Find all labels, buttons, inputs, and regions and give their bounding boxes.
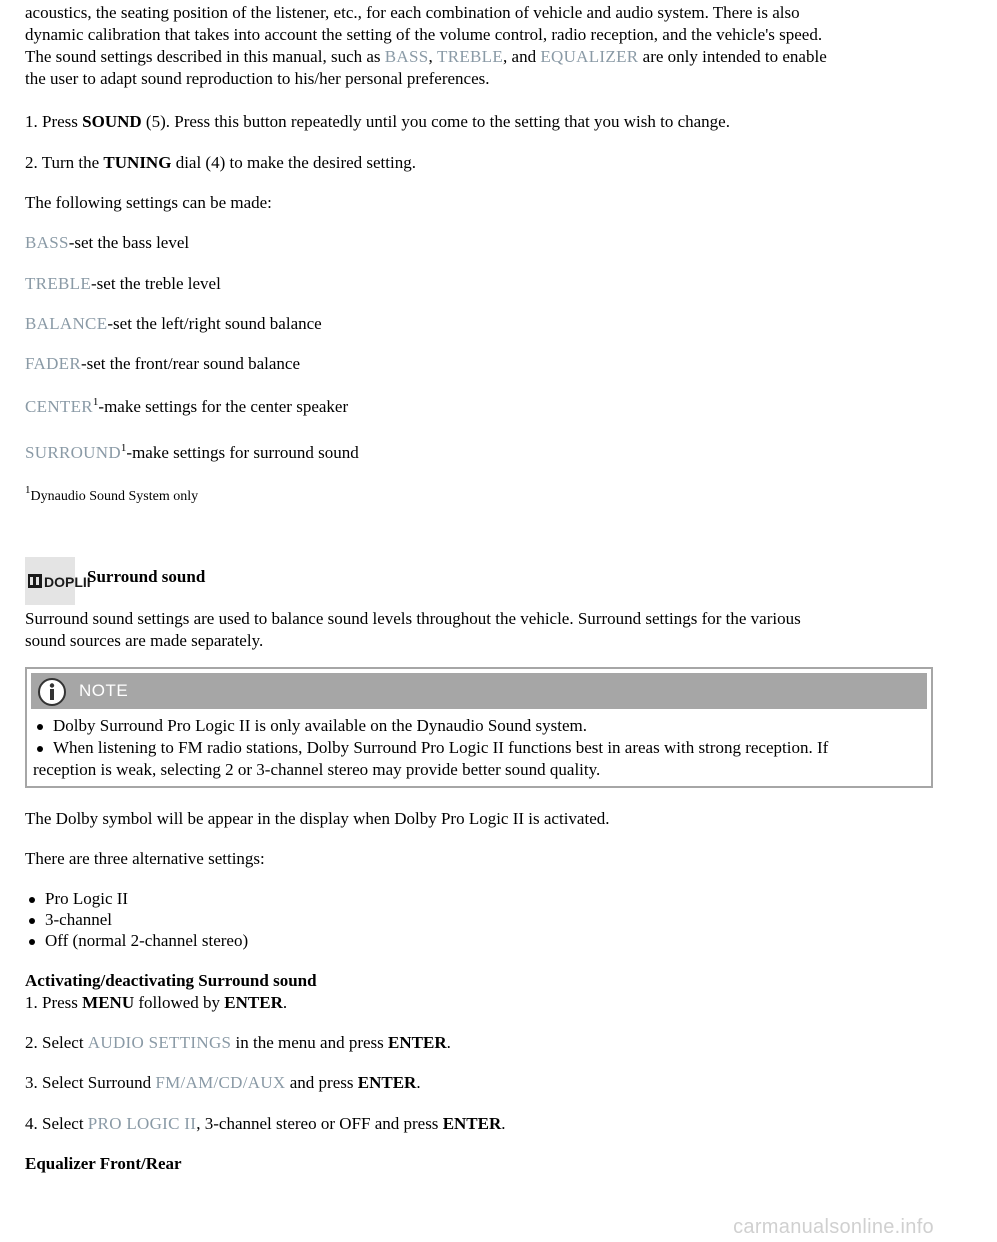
footnote: $^1$Dynaudio Sound System only (25, 484, 199, 504)
intro-line-2: dynamic calibration that takes into account the setting of the volume control, radio reception, and the vehicle's speed. (25, 25, 823, 44)
intro-line-1: acoustics, the seating position of the listener, etc., for each combination of vehicle and audio system. There is also (25, 3, 800, 22)
info-icon (37, 677, 67, 707)
intro-line-3: The sound settings described in this manual, such as BASS, TREBLE, and EQUALIZER are only intended to enable (25, 47, 827, 66)
note-label: NOTE (79, 681, 129, 700)
svg-text:DOPLII: DOPLII (44, 574, 91, 590)
note-bullet-continuation: reception is weak, selecting 2 or 3-channel stereo may provide better sound quality. (33, 760, 601, 779)
step-1: 1. Press SOUND (5). Press this button repeatedly until you come to the setting that you wish to change. (25, 112, 730, 131)
setting-item: CENTER$^1$-make settings for the center speaker (25, 396, 349, 416)
note-body (33, 715, 923, 781)
menu-term-treble: TREBLE (437, 47, 504, 66)
activating-step-4: 4. Select PRO LOGIC II, 3-channel stereo or OFF and press ENTER. (25, 1114, 506, 1133)
activating-step-2: 2. Select AUDIO SETTINGS in the menu and press ENTER. (25, 1033, 451, 1052)
surround-line-1: Surround sound settings are used to balance sound levels throughout the vehicle. Surround settings for the various (25, 609, 801, 628)
list-item: 3-channel (25, 909, 248, 930)
intro-line-4: the user to adapt sound reproduction to his/her personal preferences. (25, 69, 490, 88)
settings-intro: The following settings can be made: (25, 193, 272, 212)
note-header (31, 673, 927, 709)
surround-line-2: sound sources are made separately. (25, 631, 264, 650)
dolby-pro-logic-icon (25, 557, 91, 605)
activating-step-1: 1. Press MENU followed by ENTER. (25, 993, 288, 1012)
alternatives-list (25, 888, 248, 951)
dolby-display-text: The Dolby symbol will be appear in the display when Dolby Pro Logic II is activated. (25, 809, 610, 828)
list-item: Pro Logic II (25, 888, 248, 909)
setting-item: BASS-set the bass level (25, 233, 190, 252)
activating-step-3: 3. Select Surround FM/AM/CD/AUX and press ENTER. (25, 1073, 421, 1092)
menu-term-equalizer: EQUALIZER (540, 47, 639, 66)
control-name-tuning: TUNING (103, 153, 172, 172)
setting-item: BALANCE-set the left/right sound balance (25, 314, 322, 333)
setting-item: TREBLE-set the treble level (25, 274, 221, 293)
setting-item: SURROUND$^1$-make settings for surround sound (25, 442, 359, 462)
watermark: carmanualsonline.info (733, 1216, 934, 1238)
button-name-sound: SOUND (82, 112, 142, 131)
activating-heading: Activating/deactivating Surround sound (25, 971, 317, 990)
note-box (25, 667, 933, 788)
setting-item: FADER-set the front/rear sound balance (25, 354, 301, 373)
surround-heading: Surround sound (87, 567, 206, 586)
step-2: 2. Turn the TUNING dial (4) to make the desired setting. (25, 153, 416, 172)
note-bullet: Dolby Surround Pro Logic II is only available on the Dynaudio Sound system. (33, 715, 923, 737)
list-item: Off (normal 2-channel stereo) (25, 930, 248, 951)
equalizer-heading: Equalizer Front/Rear (25, 1154, 182, 1173)
note-bullet: When listening to FM radio stations, Dolby Surround Pro Logic II functions best in areas with strong reception. If (33, 737, 923, 759)
menu-term-bass: BASS (384, 47, 429, 66)
alternatives-intro: There are three alternative settings: (25, 849, 265, 868)
